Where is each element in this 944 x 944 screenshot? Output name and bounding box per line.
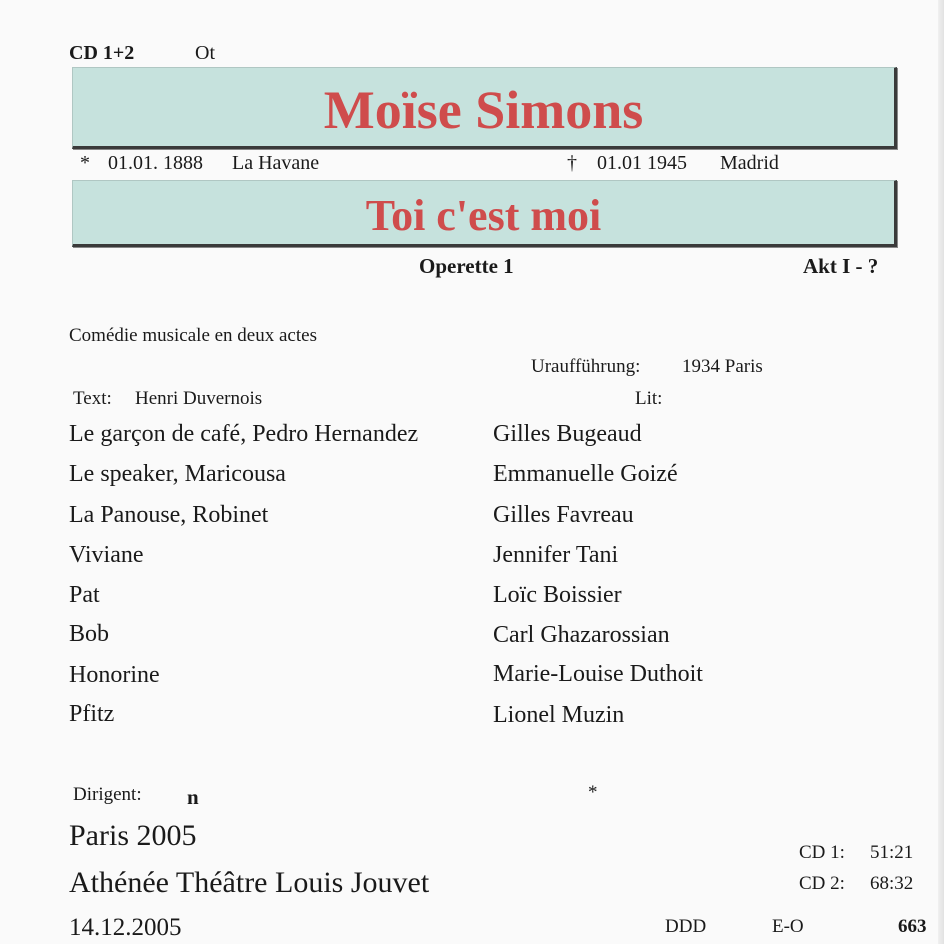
composer-banner xyxy=(72,67,897,149)
conductor-label: Dirigent: xyxy=(73,784,142,805)
location-year: Paris 2005 xyxy=(69,819,197,852)
birth-mark: * xyxy=(80,152,90,174)
lit-label: Lit: xyxy=(635,388,663,409)
cast-singer: Loïc Boissier xyxy=(493,582,622,608)
cast-singer: Emmanuelle Goizé xyxy=(493,461,678,487)
text-author: Henri Duvernois xyxy=(135,388,263,409)
cast-singer: Gilles Favreau xyxy=(493,502,634,528)
composer-name: Moïse Simons xyxy=(323,80,644,140)
cast-singer: Jennifer Tani xyxy=(493,542,619,568)
work-title: Toi c'est moi xyxy=(365,191,602,240)
birth-date: 01.01. 1888 xyxy=(108,152,203,174)
cd-label: CD 1+2 xyxy=(69,42,135,64)
description: Comédie musicale en deux actes xyxy=(69,325,317,346)
cast-role: Pfitz xyxy=(69,701,115,727)
venue: Athénée Théâtre Louis Jouvet xyxy=(69,866,430,899)
birth-place: La Havane xyxy=(232,152,320,174)
cast-singer: Gilles Bugeaud xyxy=(493,421,642,447)
cd2-label: CD 2: xyxy=(799,873,845,894)
premiere-value: 1934 Paris xyxy=(682,356,763,377)
cast-role: Bob xyxy=(69,621,110,647)
recording-date: 14.12.2005 xyxy=(69,914,182,941)
code-label: E-O xyxy=(772,916,804,937)
cast-role: Le garçon de café, Pedro Hernandez xyxy=(69,421,419,447)
cd1-time: 51:21 xyxy=(870,842,914,863)
page-edge xyxy=(938,0,944,944)
corner-text: Ot xyxy=(195,42,215,64)
asterisk-mark: * xyxy=(588,782,598,803)
death-mark: † xyxy=(567,152,577,174)
premiere-label: Uraufführung: xyxy=(531,356,641,377)
cast-singer: Carl Ghazarossian xyxy=(493,622,670,648)
work-title-banner xyxy=(72,180,897,247)
cast-singer: Marie-Louise Duthoit xyxy=(493,661,703,687)
text-label: Text: xyxy=(73,388,112,409)
conductor-value: n xyxy=(187,785,199,809)
cast-role: Pat xyxy=(69,582,100,608)
cast-singer: Lionel Muzin xyxy=(493,702,625,728)
format-label: DDD xyxy=(665,916,707,937)
catalog-number: 663 xyxy=(898,916,927,937)
cast-role: Le speaker, Maricousa xyxy=(69,461,286,487)
act-label: Akt I - ? xyxy=(803,254,879,278)
death-place: Madrid xyxy=(720,152,779,174)
cast-role: Viviane xyxy=(69,542,144,568)
cast-role: La Panouse, Robinet xyxy=(69,502,269,528)
cast-role: Honorine xyxy=(69,662,160,688)
cd1-label: CD 1: xyxy=(799,842,845,863)
death-date: 01.01 1945 xyxy=(597,152,687,174)
genre-label: Operette 1 xyxy=(419,254,514,278)
cd2-time: 68:32 xyxy=(870,873,914,894)
